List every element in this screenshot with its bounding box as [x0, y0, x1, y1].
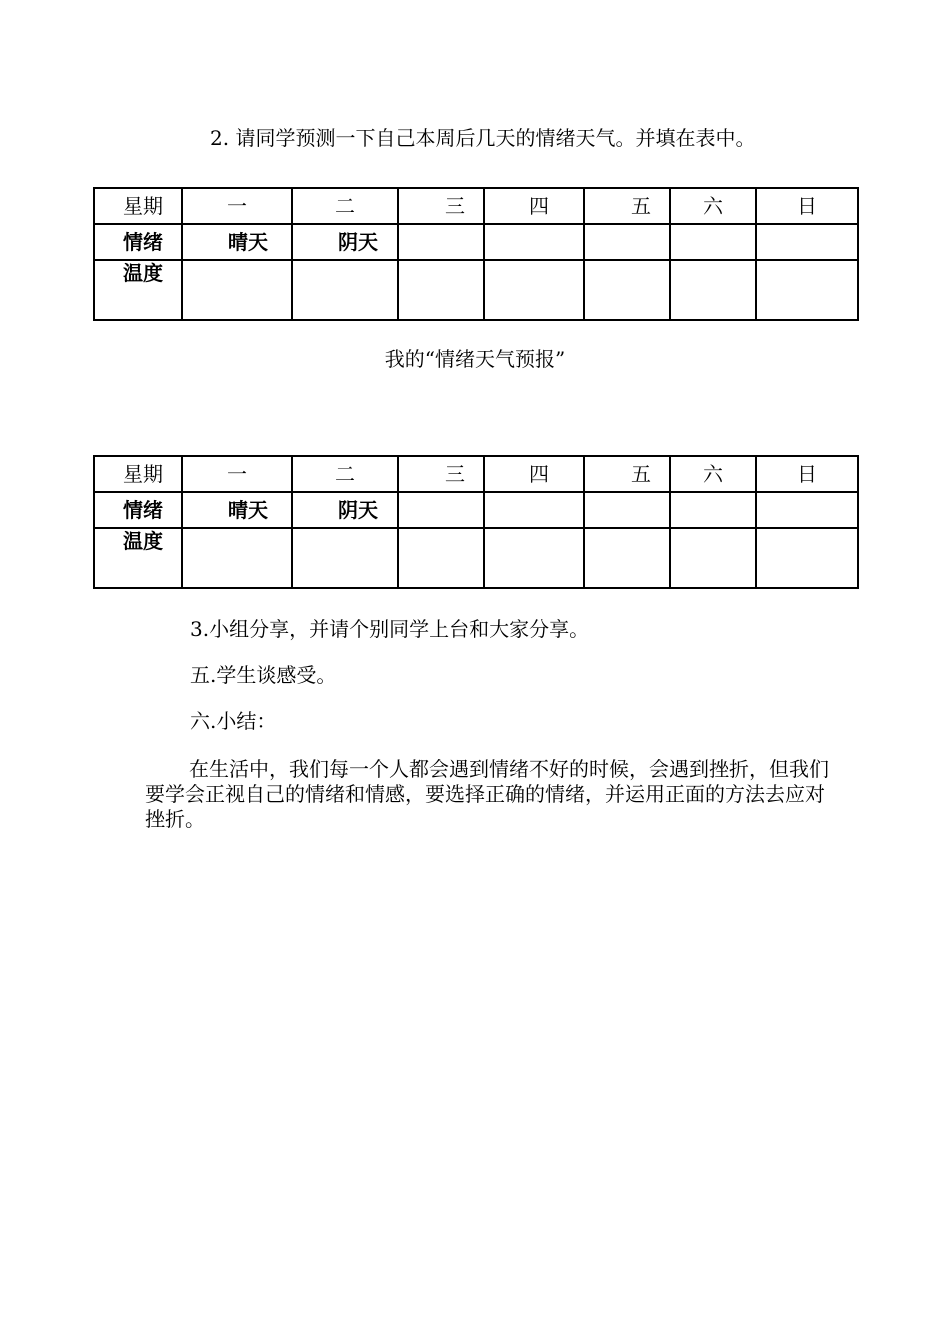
- temperature-cell[interactable]: [584, 528, 670, 588]
- step-5: 五.学生谈感受。: [190, 663, 337, 687]
- day-tue: 二: [292, 456, 398, 492]
- day-sat: 六: [670, 456, 756, 492]
- temperature-cell[interactable]: [670, 528, 756, 588]
- mood-cell[interactable]: [484, 224, 584, 260]
- mood-cell[interactable]: 阴天: [292, 492, 398, 528]
- mood-cell[interactable]: 晴天: [182, 224, 292, 260]
- mood-cell[interactable]: 晴天: [182, 492, 292, 528]
- mood-cell[interactable]: [670, 492, 756, 528]
- day-fri: 五: [584, 456, 670, 492]
- day-thu: 四: [484, 456, 584, 492]
- mood-cell[interactable]: 阴天: [292, 224, 398, 260]
- day-sat: 六: [670, 188, 756, 224]
- emotion-weather-table-1: [93, 187, 859, 321]
- day-mon: 一: [182, 188, 292, 224]
- temperature-row: [94, 260, 858, 320]
- weekday-label: 星期: [94, 188, 182, 224]
- day-mon: 一: [182, 456, 292, 492]
- day-sun: 日: [756, 456, 858, 492]
- weekday-header-row: [94, 456, 858, 492]
- mood-label: 情绪: [94, 492, 182, 528]
- temperature-cell[interactable]: [292, 528, 398, 588]
- temperature-label: 温度: [94, 528, 182, 588]
- emotion-weather-table-2: [93, 455, 859, 589]
- day-thu: 四: [484, 188, 584, 224]
- mood-cell[interactable]: [584, 492, 670, 528]
- temperature-cell[interactable]: [484, 528, 584, 588]
- mood-cell[interactable]: [398, 492, 484, 528]
- temperature-cell[interactable]: [398, 260, 484, 320]
- temperature-cell[interactable]: [756, 260, 858, 320]
- weekday-header-row: [94, 188, 858, 224]
- temperature-row: [94, 528, 858, 588]
- day-wed: 三: [398, 188, 484, 224]
- mood-cell[interactable]: [756, 224, 858, 260]
- instruction-2: 2. 请同学预测一下自己本周后几天的情绪天气。并填在表中。: [210, 126, 756, 150]
- day-sun: 日: [756, 188, 858, 224]
- temperature-cell[interactable]: [292, 260, 398, 320]
- temperature-cell[interactable]: [182, 260, 292, 320]
- mood-row: [94, 492, 858, 528]
- mood-cell[interactable]: [484, 492, 584, 528]
- temperature-label: 温度: [94, 260, 182, 320]
- day-fri: 五: [584, 188, 670, 224]
- mood-cell[interactable]: [670, 224, 756, 260]
- mood-cell[interactable]: [398, 224, 484, 260]
- mood-row: [94, 224, 858, 260]
- step-3: 3.小组分享，并请个别同学上台和大家分享。: [190, 617, 590, 641]
- weekday-label: 星期: [94, 456, 182, 492]
- temperature-cell[interactable]: [670, 260, 756, 320]
- day-wed: 三: [398, 456, 484, 492]
- temperature-cell[interactable]: [756, 528, 858, 588]
- forecast-title: 我的“情绪天气预报”: [384, 347, 566, 371]
- temperature-cell[interactable]: [182, 528, 292, 588]
- mood-label: 情绪: [94, 224, 182, 260]
- day-tue: 二: [292, 188, 398, 224]
- temperature-cell[interactable]: [398, 528, 484, 588]
- summary-paragraph: 在生活中，我们每一个人都会遇到情绪不好的时候，会遇到挫折，但我们要学会正视自己的情绪和情感，要选择正确的情绪，并运用正面的方法去应对挫折。: [145, 757, 829, 831]
- temperature-cell[interactable]: [484, 260, 584, 320]
- step-6: 六.小结：: [190, 709, 277, 733]
- mood-cell[interactable]: [756, 492, 858, 528]
- mood-cell[interactable]: [584, 224, 670, 260]
- temperature-cell[interactable]: [584, 260, 670, 320]
